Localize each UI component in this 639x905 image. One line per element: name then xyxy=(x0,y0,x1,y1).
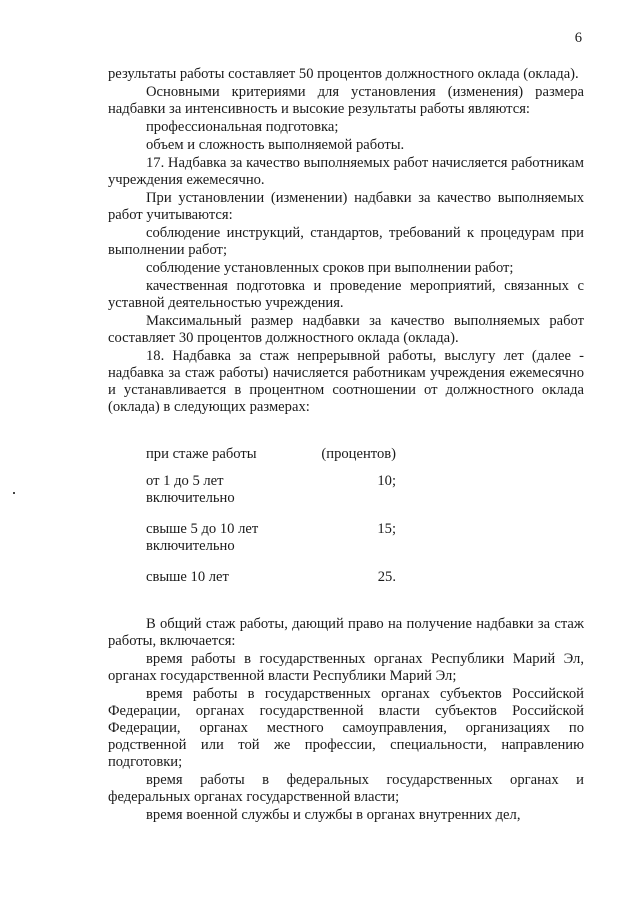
margin-mark xyxy=(13,492,15,494)
paragraphs-before xyxy=(108,66,584,416)
table-row xyxy=(146,473,406,521)
paragraphs-after xyxy=(108,616,584,824)
paragraph: качественная подготовка и проведение мероприятий, связанных с уставной деятельностью учреждения. xyxy=(108,278,584,311)
paragraph: время военной службы и службы в органах внутренних дел, xyxy=(146,807,521,823)
stage-range: свыше 5 до 10 лет включительно xyxy=(146,521,259,554)
table-row xyxy=(146,521,406,569)
paragraph: объем и сложность выполняемой работы. xyxy=(146,137,405,153)
paragraph: При установлении (изменении) надбавки за качество выполняемых работ учитываются: xyxy=(108,190,584,223)
seniority-table-header xyxy=(146,446,406,473)
stage-range: от 1 до 5 лет включительно xyxy=(146,473,235,506)
paragraph: 17. Надбавка за качество выполняемых работ начисляется работникам учреждения ежемесячно. xyxy=(108,155,584,188)
paragraph: время работы в государственных органах Республики Марий Эл, органах государственной власти Республики Марий Эл; xyxy=(108,651,584,684)
paragraph: соблюдение инструкций, стандартов, требований к процедурам при выполнении работ; xyxy=(108,225,584,258)
paragraph: результаты работы составляет 50 процентов должностного оклада (оклада). xyxy=(108,66,579,82)
page-number: 6 xyxy=(574,30,582,46)
percent-value: 25. xyxy=(377,569,396,585)
percent-value: 15; xyxy=(377,521,396,537)
table-row xyxy=(146,569,406,600)
document-body xyxy=(108,66,584,825)
paragraph: В общий стаж работы, дающий право на получение надбавки за стаж работы, включается: xyxy=(108,616,584,649)
seniority-table xyxy=(146,446,406,600)
paragraph: соблюдение установленных сроков при выполнении работ; xyxy=(146,260,514,276)
paragraph: время работы в федеральных государственных органах и федеральных органах государственной власти; xyxy=(108,772,584,805)
header-percent: (процентов) xyxy=(321,446,396,462)
paragraph: Основными критериями для установления (изменения) размера надбавки за интенсивность и высокие результаты работы являются: xyxy=(108,84,584,117)
paragraph: Максимальный размер надбавки за качество выполняемых работ составляет 30 процентов должностного оклада (оклада). xyxy=(108,313,584,346)
paragraph: профессиональная подготовка; xyxy=(146,119,339,135)
percent-value: 10; xyxy=(377,473,396,489)
header-stage: при стаже работы xyxy=(146,446,257,462)
paragraph: 18. Надбавка за стаж непрерывной работы, выслугу лет (далее - надбавка за стаж работы) начисляется работникам учреждения ежемесячно и устанавливается в процентном соотношении от должностного оклада (оклада) в следующих размерах: xyxy=(108,348,584,415)
stage-range: свыше 10 лет xyxy=(146,569,229,585)
paragraph: время работы в государственных органах субъектов Российской Федерации, органах государственной власти субъектов Российской Федерации, органах местного самоуправления, организациях по родственной или той же профессии, специальности, направлению подготовки; xyxy=(108,686,584,770)
